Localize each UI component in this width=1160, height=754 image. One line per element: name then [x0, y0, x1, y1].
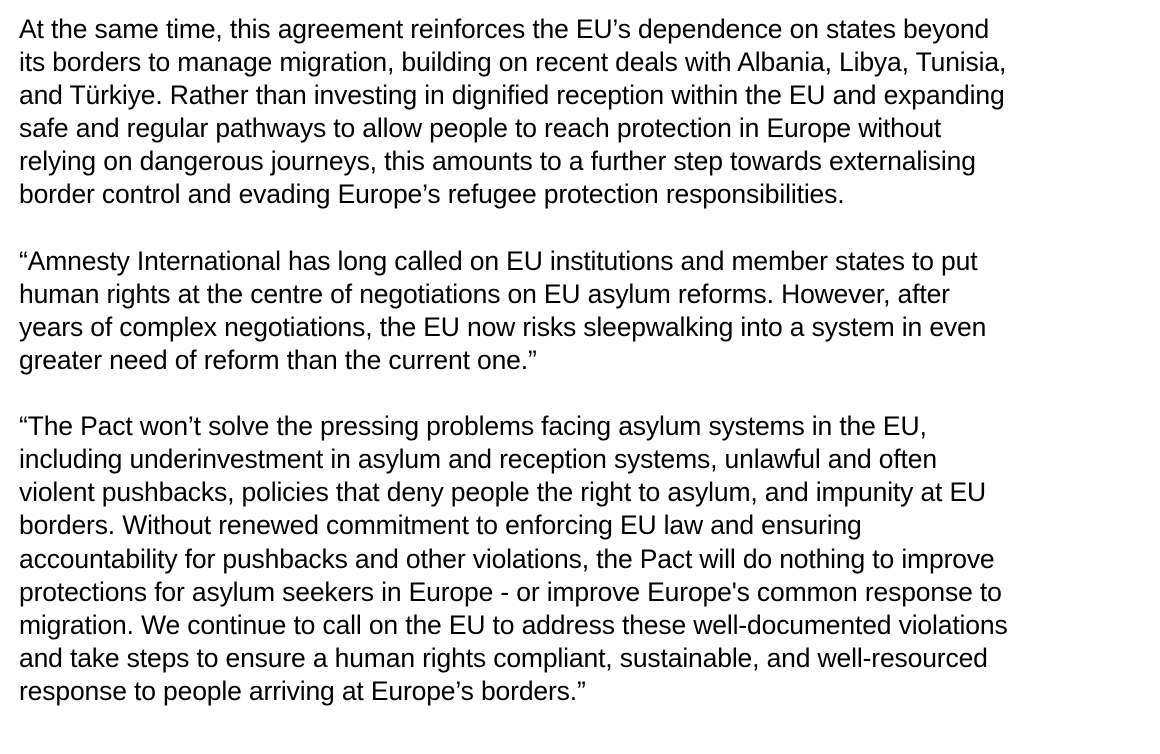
text-line: years of complex negotiations, the EU now risks sleepwalking into a system in even — [19, 311, 987, 342]
text-line: violent pushbacks, policies that deny people the right to asylum, and impunity at EU — [19, 477, 986, 508]
text-line: borders. Without renewed commitment to enforcing EU law and ensuring — [19, 510, 862, 541]
text-line: migration. We continue to call on the EU to address these well-documented violations — [19, 609, 1008, 640]
text-line: border control and evading Europe’s refugee protection responsibilities. — [19, 179, 845, 210]
paragraph-externalisation — [19, 13, 1144, 212]
text-line: response to people arriving at Europe’s borders.” — [19, 675, 586, 706]
text-line: its borders to manage migration, building on recent deals with Albania, Libya, Tunisia, — [19, 47, 1007, 78]
text-line: “The Pact won’t solve the pressing problems facing asylum systems in the EU, — [19, 411, 927, 442]
text-line: and Türkiye. Rather than investing in dignified reception within the EU and expanding — [19, 80, 1005, 111]
text-line: greater need of reform than the current one.” — [19, 344, 537, 375]
text-line: including underinvestment in asylum and reception systems, unlawful and often — [19, 444, 937, 475]
text-line: human rights at the centre of negotiations on EU asylum reforms. However, after — [19, 278, 950, 309]
text-line: and take steps to ensure a human rights compliant, sustainable, and well-resourced — [19, 642, 988, 673]
text-line: At the same time, this agreement reinforces the EU’s dependence on states beyond — [19, 14, 990, 44]
text-line: accountability for pushbacks and other violations, the Pact will do nothing to improve — [19, 543, 995, 574]
text-line: protections for asylum seekers in Europe - or improve Europe's common response to — [19, 576, 1002, 607]
document-body — [19, 13, 1144, 708]
paragraph-pact-quote — [19, 410, 1144, 708]
text-line: relying on dangerous journeys, this amounts to a further step towards externalising — [19, 146, 976, 177]
paragraph-amnesty-quote — [19, 245, 1144, 377]
text-line: “Amnesty International has long called on EU institutions and member states to put — [19, 245, 978, 276]
text-line: safe and regular pathways to allow people to reach protection in Europe without — [19, 113, 942, 144]
